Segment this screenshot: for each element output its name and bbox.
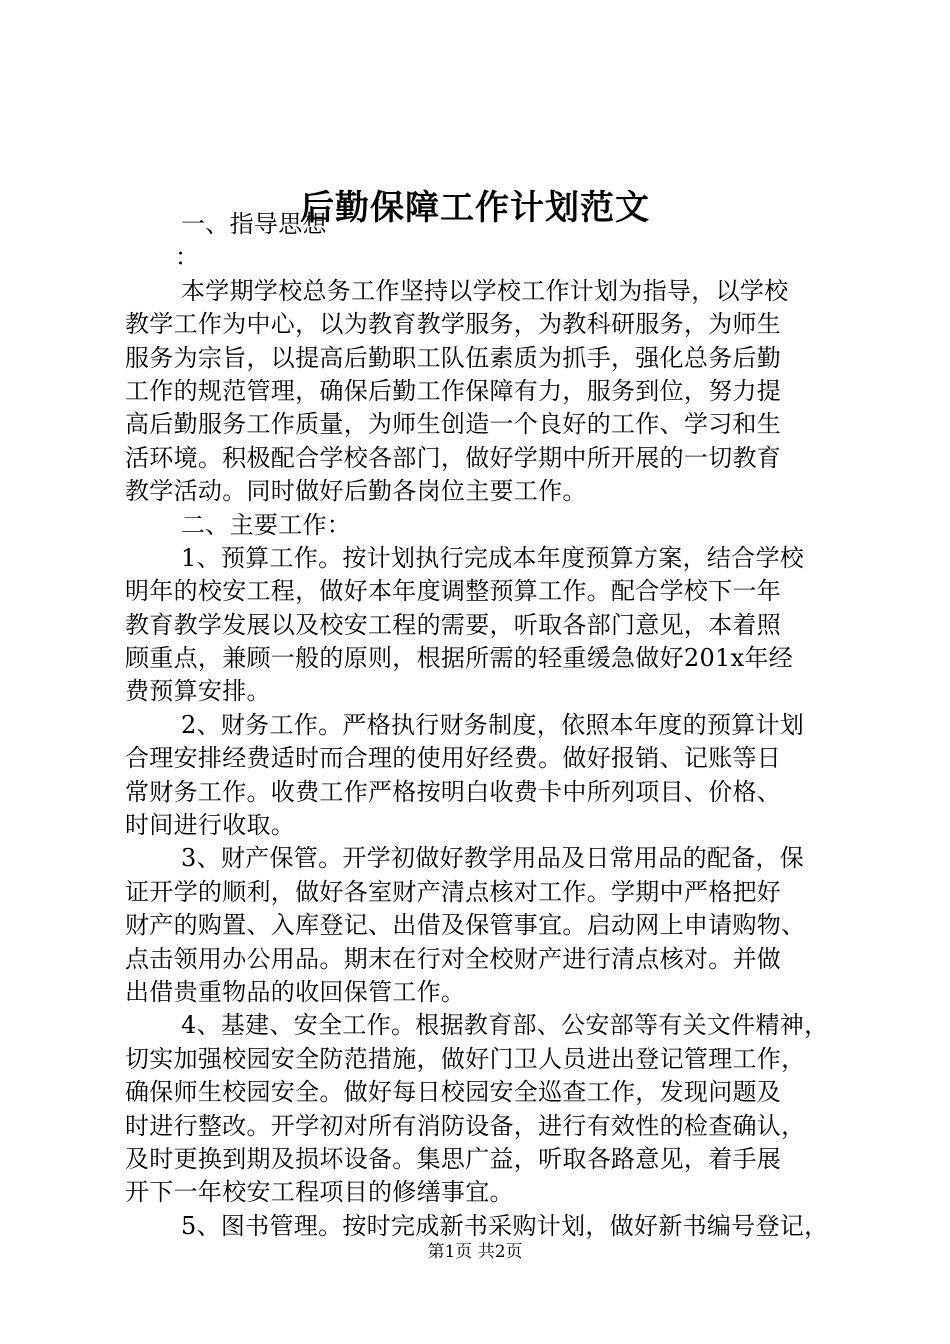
text-line: 高后勤服务工作质量，为师生创造一个良好的工作、学习和生: [125, 410, 782, 439]
text-line: 财产的购置、入库登记、出借及保管事宜。启动网上申请购物、: [125, 911, 806, 940]
paragraph-first-line: 1、预算工作。按计划执行完成本年度预算方案，结合学校: [181, 543, 805, 572]
text-line: 证开学的顺利，做好各室财产清点核对工作。学期中严格把好: [125, 877, 782, 906]
paragraph-first-line: 本学期学校总务工作坚持以学校工作计划为指导，以学校: [181, 276, 789, 305]
text-line: 活环境。积极配合学校各部门，做好学期中所开展的一切教育: [125, 443, 782, 472]
text-line: 时间进行收取。: [125, 811, 296, 840]
document-body: [125, 208, 837, 1243]
text-line: 常财务工作。收费工作严格按明白收费卡中所列项目、价格、: [125, 777, 782, 806]
text-line: 顾重点，兼顾一般的原则，根据所需的轻重缓急做好201x年经: [125, 644, 794, 673]
text-line: 确保师生校园安全。做好每日校园安全巡查工作，发现问题及: [125, 1078, 782, 1107]
text-line: 合理安排经费适时而合理的使用好经费。做好报销、记账等日: [125, 744, 782, 773]
paragraph-first-line: 5、图书管理。按时完成新书采购计划，做好新书编号登记，: [181, 1211, 829, 1240]
paragraph-first-line: 3、财产保管。开学初做好教学用品及日常用品的配备，保: [181, 844, 805, 873]
section-heading: 一、指导思想: [181, 210, 327, 238]
paragraph-first-line: 2、财务工作。严格执行财务制度，依照本年度的预算计划: [181, 710, 805, 739]
text-line: 点击领用办公用品。期末在行对全校财产进行清点核对。并做: [125, 944, 782, 973]
text-line: 明年的校安工程，做好本年度调整预算工作。配合学校下一年: [125, 577, 782, 606]
text-line: 服务为宗旨，以提高后勤职工队伍素质为抓手，强化总务后勤: [125, 343, 782, 372]
text-line: 费预算安排。: [125, 677, 271, 706]
text-line: 教学活动。同时做好后勤各岗位主要工作。: [125, 477, 587, 506]
text-line: 时进行整改。开学初对所有消防设备，进行有效性的检查确认，: [125, 1111, 806, 1140]
paragraph-first-line: 4、基建、安全工作。根据教育部、公安部等有关文件精神，: [181, 1011, 829, 1040]
text-line: 工作的规范管理，确保后勤工作保障有力，服务到位，努力提: [125, 376, 782, 405]
page-footer: 第1页 共2页: [427, 1242, 523, 1262]
text-line: 教学工作为中心，以为教育教学服务，为教科研服务，为师生: [125, 310, 782, 339]
section-heading: 二、主要工作：: [181, 510, 352, 539]
text-line: 教育教学发展以及校安工程的需要，听取各部门意见，本着照: [125, 610, 782, 639]
text-line: 及时更换到期及损坏设备。集思广益，听取各路意见，着手展: [125, 1144, 782, 1173]
text-line: 出借贵重物品的收回保管工作。: [125, 977, 466, 1006]
document-title: 后勤保障工作计划范文: [300, 188, 650, 228]
text-line: 开下一年校安工程项目的修缮事宜。: [125, 1178, 514, 1207]
text-line: ：: [175, 243, 200, 272]
text-line: 切实加强校园安全防范措施，做好门卫人员进出登记管理工作，: [125, 1044, 806, 1073]
